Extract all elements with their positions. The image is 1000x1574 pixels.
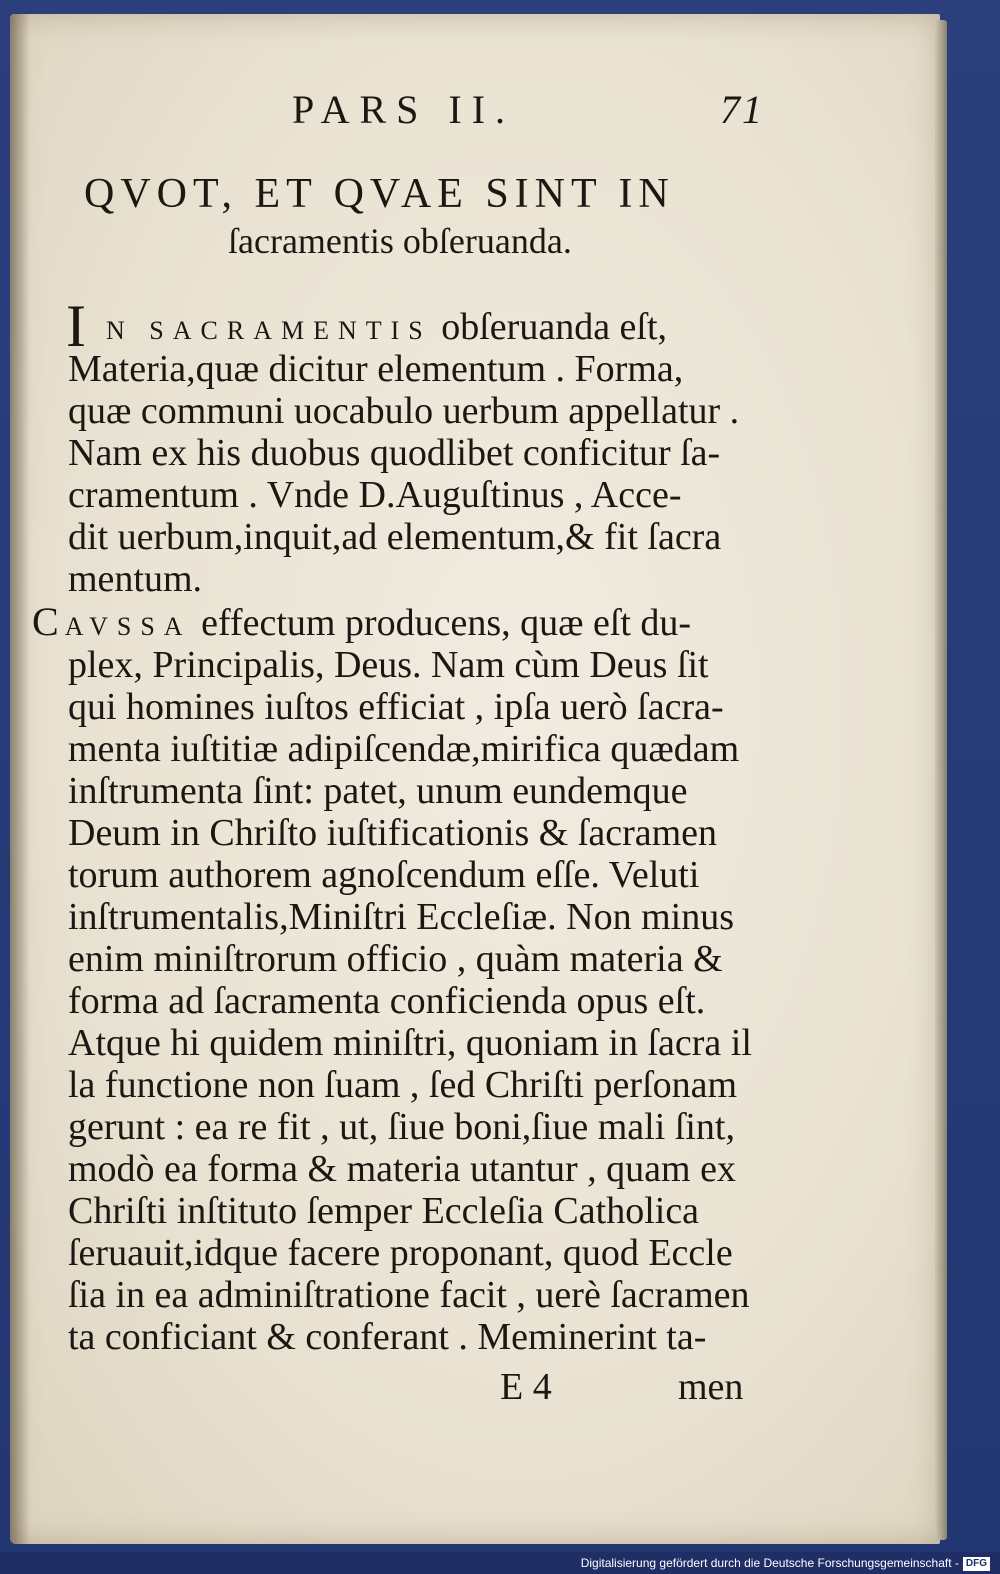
text-line: modò ea forma & materia utantur , quam ex xyxy=(68,1148,736,1190)
text-line: ta conficiant & conferant . Meminerint ta- xyxy=(68,1316,707,1358)
text-line: cramentum . Vnde D.Auguſtinus , Acce- xyxy=(68,474,682,516)
text-line: torum authorem agnoſcendum eſſe. Veluti xyxy=(68,854,700,896)
footer-credit xyxy=(581,1552,990,1574)
running-title: PARS II. xyxy=(292,87,516,132)
text-line: Materia,quæ dicitur elementum . Forma, xyxy=(68,348,684,390)
text-line: Deum in Chriſto iuſtificationis & ſacramen xyxy=(68,812,718,854)
text-line: inſtrumentalis,Miniſtri Eccleſiæ. Non minus xyxy=(68,896,734,938)
text-line: ſia in ea adminiſtratione facit , uerè ſacramen xyxy=(68,1274,750,1316)
text-run: effectum producens, quæ eſt du- xyxy=(191,602,692,644)
text-line: inſtrumenta ſint: patet, unum eundemque xyxy=(68,770,688,812)
text-line: la functione non ſuam , ſed Chriſti perſonam xyxy=(68,1064,738,1106)
drop-initial: I xyxy=(66,293,86,359)
page-gutter-shadow xyxy=(10,14,30,1544)
small-caps-text: AVSSA xyxy=(64,612,192,641)
chapter-title-line-2: ſacramentis obſeruanda. xyxy=(228,221,572,261)
text-line: menta iuſtitiæ adipiſcendæ,mirifica quædam xyxy=(68,728,740,770)
footer-credit-text: Digitalisierung gefördert durch die Deutsche Forschungsgemeinschaft - xyxy=(580,1556,959,1570)
page-edge xyxy=(935,20,947,1540)
text-line: forma ad ſacramenta conficienda opus eſt. xyxy=(68,980,706,1022)
text-line: dit uerbum,inquit,ad elementum,& fit ſacra xyxy=(68,516,722,558)
text-line: mentum. xyxy=(68,558,203,600)
text-line: Atque hi quidem miniſtri, quoniam in ſacra il xyxy=(68,1022,752,1064)
text-line: enim miniſtrorum officio , quàm materia & xyxy=(68,938,723,980)
page-number: 71 xyxy=(720,87,764,132)
chapter-title-line-1: QVOT, ET QVAE SINT IN xyxy=(84,171,675,217)
paragraph-1-first-line xyxy=(106,308,756,346)
text-line: Chriſti inſtituto ſemper Eccleſia Catholica xyxy=(68,1190,700,1232)
signature-mark: E 4 xyxy=(500,1366,552,1408)
catchword: men xyxy=(678,1366,744,1408)
text-line: plex, Principalis, Deus. Nam cùm Deus ſit xyxy=(68,644,709,686)
dfg-logo: DFG xyxy=(963,1557,990,1571)
text-run: obſeruanda eſt, xyxy=(431,306,668,348)
paragraph-initial: C xyxy=(32,599,59,644)
text-line: ſeruauit,idque facere proponant, quod Eccle xyxy=(68,1232,733,1274)
paragraph-2-first-line xyxy=(32,599,756,644)
text-line: Nam ex his duobus quodlibet conficitur ſa- xyxy=(68,432,721,474)
text-line: quæ communi uocabulo uerbum appellatur . xyxy=(68,390,740,432)
text-line: qui homines iuſtos efficiat , ipſa uerò ſacra- xyxy=(68,686,724,728)
small-caps-text: N SACRAMENTIS xyxy=(106,316,432,345)
text-line: gerunt : ea re fit , ut, ſiue boni,ſiue mali ſint, xyxy=(68,1106,735,1148)
